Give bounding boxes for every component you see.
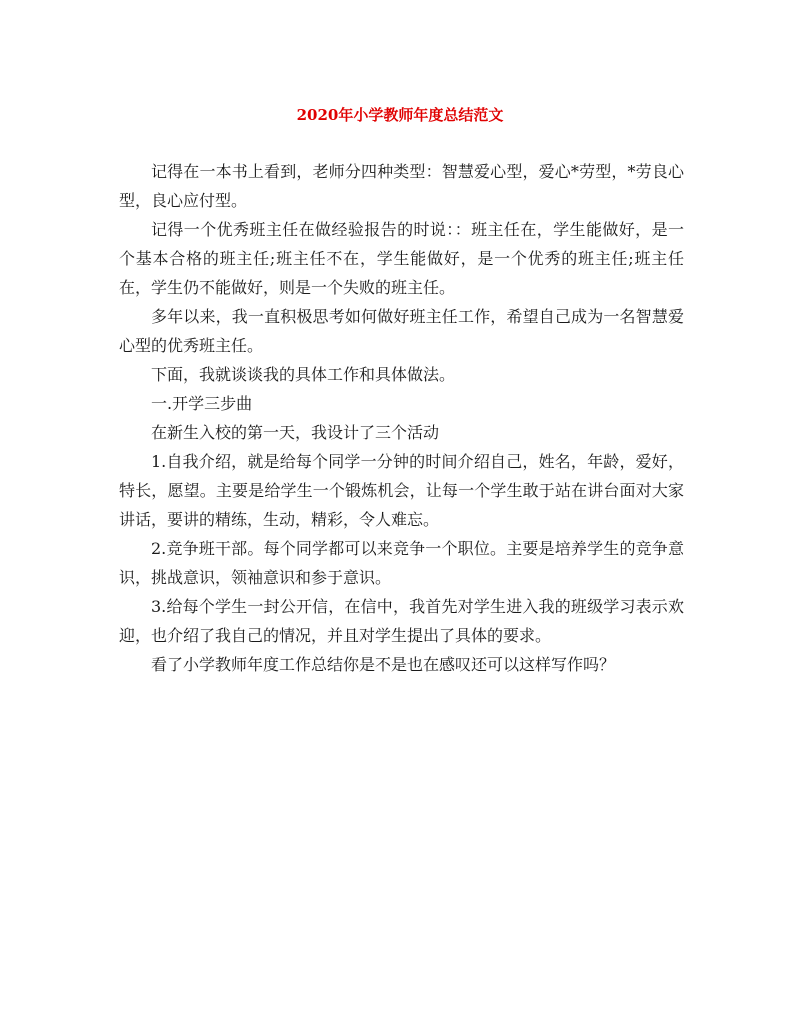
- paragraph: 记得在一本书上看到，老师分四种类型：智慧爱心型，爱心*劳型，*劳良心型，良心应付型。: [119, 162, 684, 210]
- paragraph: 看了小学教师年度工作总结你是不是也在感叹还可以这样写作吗？: [151, 655, 616, 674]
- list-item: 1.自我介绍，就是给每个同学一分钟的时间介绍自己，姓名，年龄，爱好，特长，愿望。主要是给学生一个锻炼机会，让每一个学生敢于站在讲台面对大家讲话，要讲的精练，生动，精彩，令人难忘。: [119, 452, 684, 529]
- document-body: [119, 157, 684, 679]
- paragraph: 下面，我就谈谈我的具体工作和具体做法。: [151, 365, 456, 384]
- list-item: 2.竞争班干部。每个同学都可以来竞争一个职位。主要是培养学生的竞争意识，挑战意识，领袖意识和参于意识。: [119, 539, 684, 587]
- paragraph: 多年以来，我一直积极思考如何做好班主任工作，希望自己成为一名智慧爱心型的优秀班主任。: [119, 307, 684, 355]
- list-item: 3.给每个学生一封公开信，在信中，我首先对学生进入我的班级学习表示欢迎，也介绍了我自己的情况，并且对学生提出了具体的要求。: [119, 597, 684, 645]
- paragraph: 记得一个优秀班主任在做经验报告的时说：：班主任在，学生能做好，是一个基本合格的班主任;班主任不在，学生能做好，是一个优秀的班主任;班主任在，学生仍不能做好，则是一个失败的班主任。: [119, 220, 684, 297]
- document-title: 2020年小学教师年度总结范文: [296, 106, 504, 124]
- paragraph: 在新生入校的第一天，我设计了三个活动: [151, 423, 440, 442]
- section-heading: 一.开学三步曲: [151, 394, 253, 413]
